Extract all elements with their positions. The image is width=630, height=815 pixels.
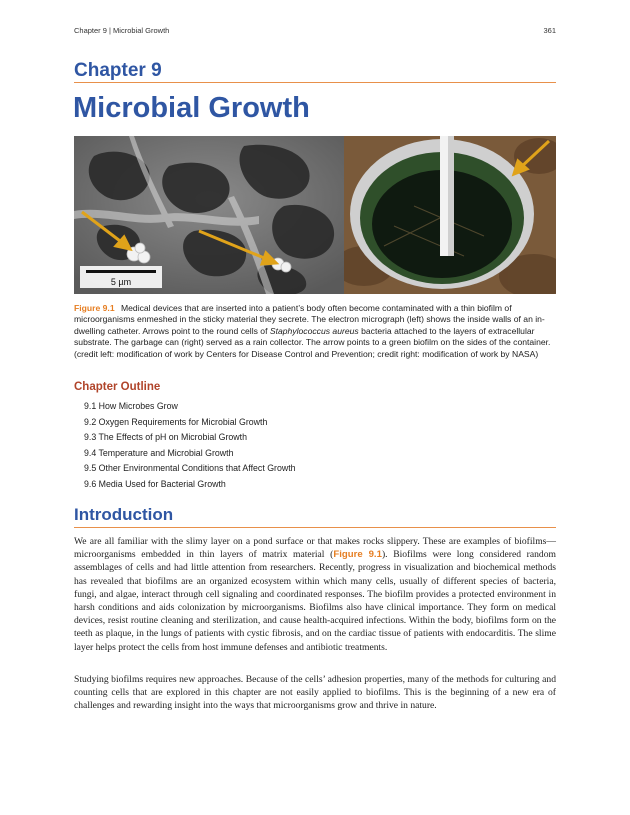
outline-item[interactable]: 9.5 Other Environmental Conditions that Affect Growth: [84, 463, 296, 474]
figure-link[interactable]: Figure 9.1: [333, 549, 382, 561]
running-head-chapter: Chapter 9 | Microbial Growth: [74, 26, 170, 35]
intro-paragraph-2: Studying biofilms requires new approaches. Because of the cells’ adhesion properties, many of the methods for culturing and counting cells that are explored in this chapter are not easily applied to biofilms. This is the beginning of a new era of challenges and rewarding insight into the ways that microorganisms grow and thrive in nature.: [74, 674, 556, 712]
scale-bar-label: 5 µm: [110, 277, 132, 287]
outline-item[interactable]: 9.2 Oxygen Requirements for Microbial Growth: [84, 416, 268, 427]
micrograph-illustration: [74, 136, 344, 294]
running-head: [74, 26, 556, 35]
page-number: 361: [543, 26, 556, 35]
intro-p1-text-b: ). Biofilms were long considered random assemblages of cells and had little attention from researchers. Recently, progress in visualization and biochemical methods has revealed that biofilms are an organized ecosystem within which many cells, usually of different species of bacteria, fungi, and algae, interact through cell signaling and coordinated responses. The biofilm provides a protected environment in harsh conditions and aids colonization by microorganisms. Biofilms also have clinical importance. They form on medical devices, resist routine cleaning and sterilization, and cause health-acquired infections. Within the body, biofilms form on the teeth as plaque, in the lungs of patients with cystic fibrosis, and on the cardiac tissue of patients with endocarditis. The slime layer helps protect the cells from host immune defenses and antibiotic treatments.: [74, 549, 556, 653]
outline-item[interactable]: 9.3 The Effects of pH on Microbial Growth: [84, 432, 247, 443]
chapter-label-rule: [74, 82, 556, 83]
garbage-can-biofilm-image: [344, 136, 556, 294]
chapter-outline-list: [84, 401, 296, 495]
chapter-outline-title: Chapter Outline: [74, 381, 161, 393]
figure-number: Figure 9.1: [74, 303, 115, 313]
chapter-label: Chapter 9: [74, 60, 162, 81]
introduction-title: Introduction: [74, 505, 174, 524]
garbage-can-illustration: [344, 136, 556, 294]
caption-text-1: Medical devices that are inserted into a patient’s body often become contaminated with a thin biofilm of microorganisms enmeshed in the sticky material they secrete. The electron micrograph (left) shows the inside walls of an in-dwelling catheter. Arrows point to the round cells of: [74, 303, 545, 336]
electron-micrograph-image: [74, 136, 344, 294]
intro-paragraph-1: [74, 535, 556, 654]
figure-caption: [74, 303, 558, 360]
outline-item[interactable]: 9.1 How Microbes Grow: [84, 401, 178, 411]
introduction-rule: [74, 527, 556, 528]
chapter-title: Microbial Growth: [73, 92, 310, 124]
outline-item[interactable]: 9.4 Temperature and Microbial Growth: [84, 447, 234, 458]
caption-text-2: bacteria attached to the layers of extracellular substrate. The garbage can (right) served as a rain collector. The arrow points to a green biofilm on the sides of the container. (credit left: modification of work by Centers for Disease Control and Prevention; credit right: modification of work by NASA): [74, 325, 551, 359]
outline-item[interactable]: 9.6 Media Used for Bacterial Growth: [84, 478, 226, 489]
figure-9-1: [74, 136, 556, 294]
intro-p1-text-a: We are all familiar with the slimy layer on a pond surface or that makes rocks slippery. These are examples of biofilms—microorganisms embedded in thin layers of matrix material (: [74, 536, 556, 561]
caption-italic: Staphylococcus aureus: [269, 325, 359, 336]
